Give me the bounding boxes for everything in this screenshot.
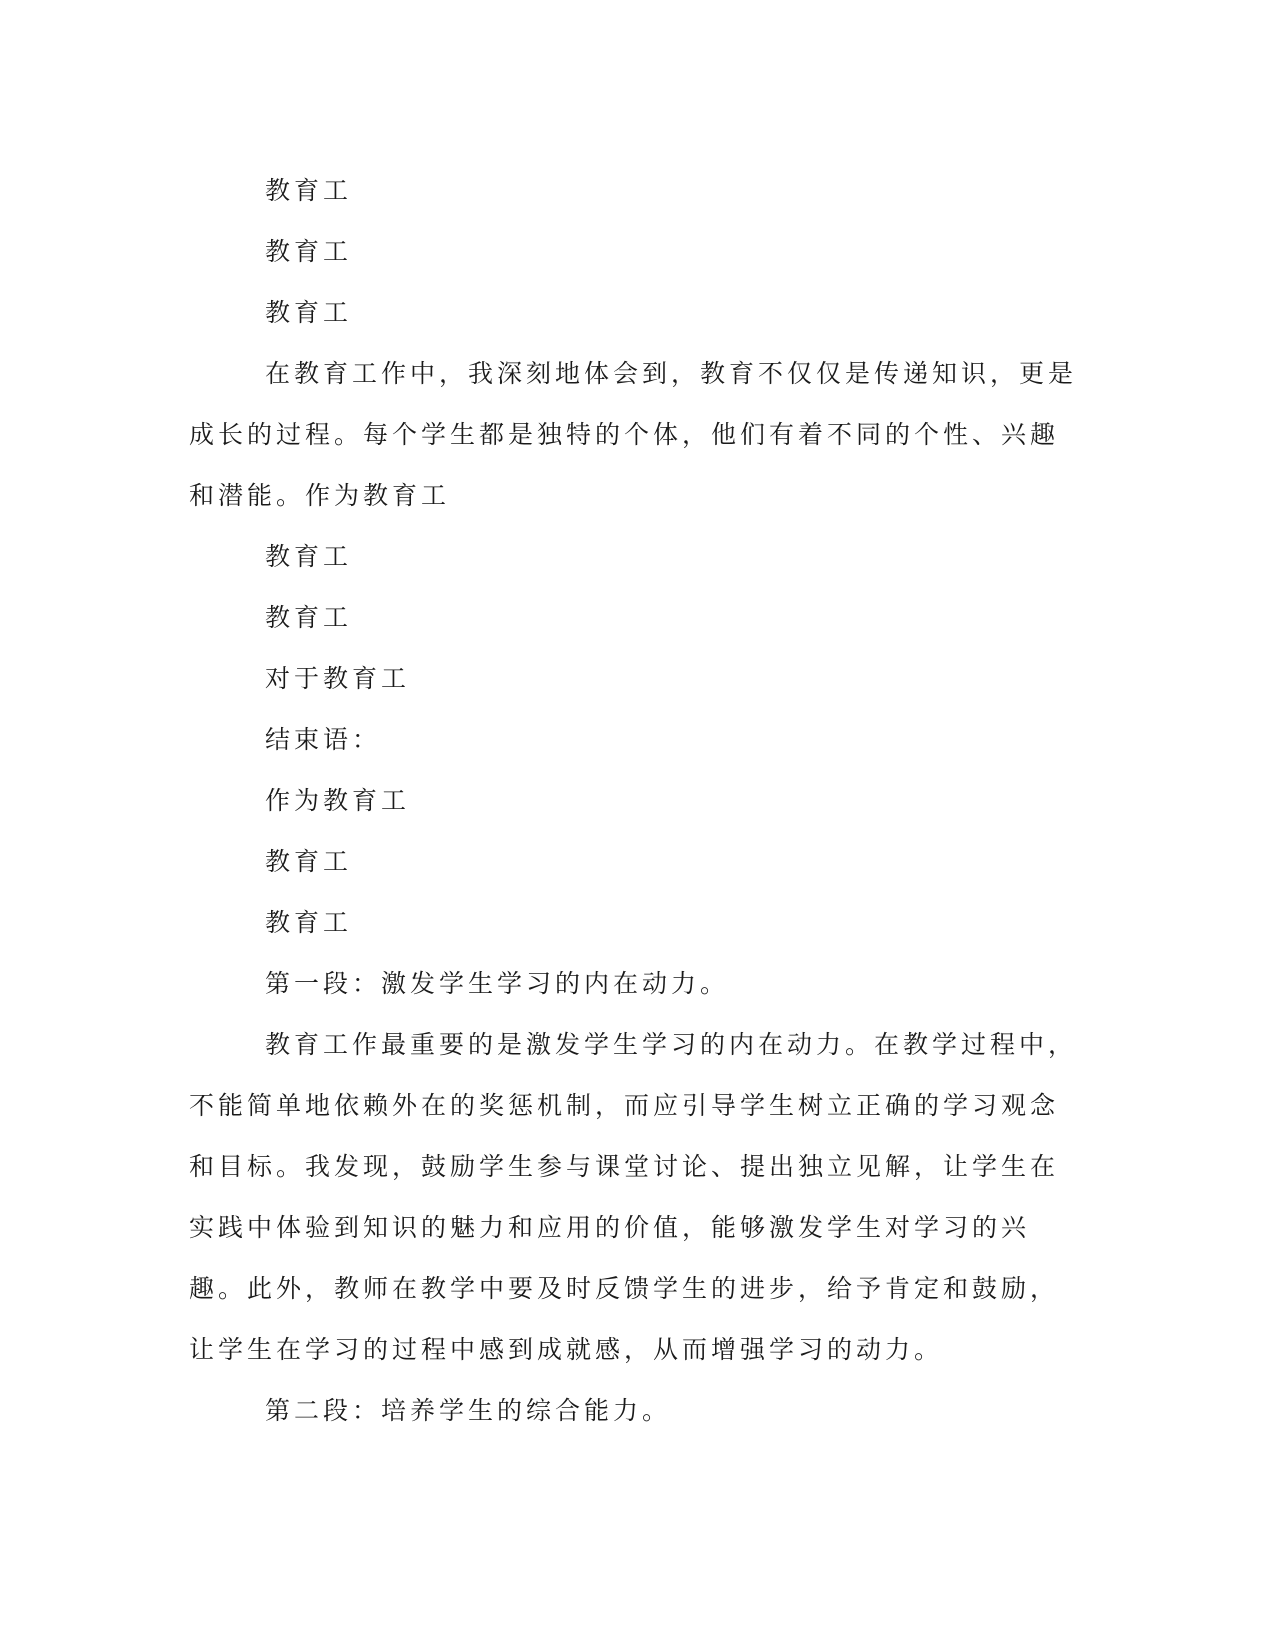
- paragraph: 教育工作最重要的是激发学生学习的内在动力。在教学过程中，不能简单地依赖外在的奖惩机制，而应引导学生树立正确的学习观念和目标。我发现，鼓励学生参与课堂讨论、提出独立见解，让学生在实践中体验到知识的魅力和应用的价值，能够激发学生对学习的兴趣。此外，教师在教学中要及时反馈学生的进步，给予肯定和鼓励，让学生在学习的过程中感到成就感，从而增强学习的动力。: [189, 1030, 1078, 1364]
- section-heading: 第二段：培养学生的综合能力。: [265, 1396, 672, 1425]
- document-body: [189, 160, 1079, 1441]
- paragraph: 教育工: [265, 603, 353, 632]
- paragraph: 教育工: [265, 298, 353, 327]
- paragraph: 教育工: [265, 237, 353, 266]
- paragraph: 教育工: [265, 908, 353, 937]
- paragraph: 作为教育工: [265, 786, 411, 815]
- section-heading: 第一段：激发学生学习的内在动力。: [265, 969, 730, 998]
- paragraph: 教育工: [265, 542, 353, 571]
- paragraph: 对于教育工: [265, 664, 411, 693]
- paragraph: 教育工: [265, 847, 353, 876]
- paragraph: 在教育工作中，我深刻地体会到，教育不仅仅是传递知识，更是成长的过程。每个学生都是独特的个体，他们有着不同的个性、兴趣和潜能。作为教育工: [189, 359, 1078, 510]
- paragraph: 教育工: [265, 176, 353, 205]
- section-heading: 结束语：: [265, 725, 382, 754]
